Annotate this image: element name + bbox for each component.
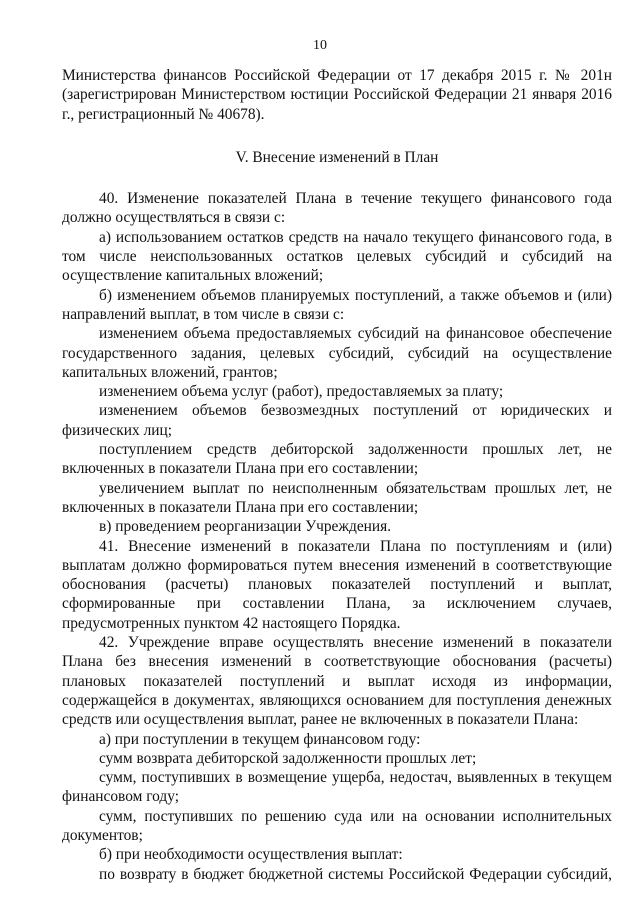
paragraph-42-a: а) при поступлении в текущем финансовом году: xyxy=(99,730,421,748)
paragraph-42-a-item-1: сумм возврата дебиторской задолженности прошлых лет; xyxy=(99,749,477,767)
paragraph-42-a-item-3: сумм, поступивших по решению суда или на основании исполнительных документов; xyxy=(62,807,612,844)
paragraph-intro: Министерства финансов Российской Федерации от 17 декабря 2015 г. № 201н (зарегистрирован Министерством юстиции Российской Федерации 21 января 2016 г., регистрационный № 40678). xyxy=(62,67,612,123)
paragraph-40-b-item-2: изменением объема услуг (работ), предоставляемых за плату; xyxy=(99,383,504,401)
paragraph-40-c: в) проведением реорганизации Учреждения. xyxy=(99,518,392,536)
paragraph-42: 42. Учреждение вправе осуществлять внесение изменений в показатели Плана без внесения изменений в соответствующие обоснования (расчеты) плановых показателей поступлений и выплат исходя из информации, содержащейся в документах, являющихся основанием для поступления денежных средств или осуществления выплат, ранее не включенных в показатели Плана: xyxy=(62,634,612,729)
paragraph-40-b-item-1: изменением объема предоставляемых субсидий на финансовое обеспечение государственного задания, целевых субсидий, субсидий на осуществление капитальных вложений, грантов; xyxy=(62,325,612,381)
paragraph-41: 41. Внесение изменений в показатели Плана по поступлениям и (или) выплатам должно формироваться путем внесения изменений в соответствующие обоснования (расчеты) плановых показателей поступлений и выплат, сформированные при составлении Плана, за исключением случаев, предусмотренных пунктом 42 настоящего Порядка. xyxy=(62,537,612,632)
section-heading: V. Внесение изменений в План xyxy=(235,148,439,166)
paragraph-40: 40. Изменение показателей Плана в течение текущего финансового года должно осуществляться в связи с: xyxy=(62,190,612,227)
page-number: 10 xyxy=(313,38,327,53)
paragraph-40-b-item-3: изменением объемов безвозмездных поступлений от юридических и физических лиц; xyxy=(62,402,612,439)
document-body xyxy=(62,66,612,884)
paragraph-40-b: б) изменением объемов планируемых поступлений, а также объемов и (или) направлений выплат, в том числе в связи с: xyxy=(62,286,612,323)
paragraph-40-b-item-4: поступлением средств дебиторской задолженности прошлых лет, не включенных в показатели Плана при его составлении; xyxy=(62,441,612,478)
paragraph-40-b-item-5: увеличением выплат по неисполненным обязательствам прошлых лет, не включенных в показатели Плана при его составлении; xyxy=(62,479,612,516)
paragraph-42-b-item-1: по возврату в бюджет бюджетной системы Российской Федерации субсидий, xyxy=(99,865,612,883)
paragraph-42-b: б) при необходимости осуществления выплат: xyxy=(99,846,403,864)
paragraph-40-a: а) использованием остатков средств на начало текущего финансового года, в том числе неиспользованных остатков целевых субсидий и субсидий на осуществление капитальных вложений; xyxy=(62,228,612,285)
paragraph-42-a-item-2: сумм, поступивших в возмещение ущерба, недостач, выявленных в текущем финансовом году; xyxy=(62,769,612,806)
